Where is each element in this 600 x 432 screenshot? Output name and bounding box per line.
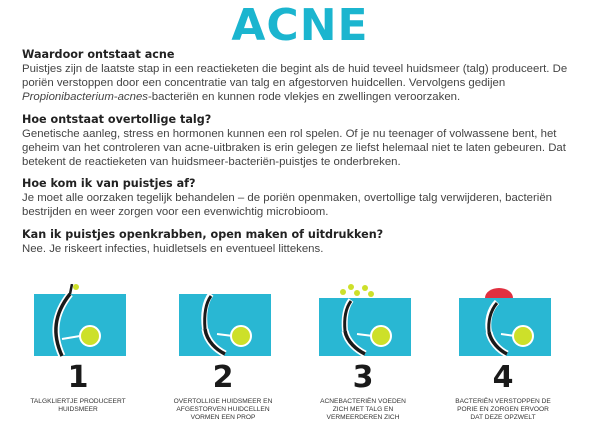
inflamed-pimple-icon [457, 284, 557, 359]
stage-4 [447, 284, 577, 432]
stage-caption [12, 398, 144, 414]
section-causes [22, 48, 587, 105]
answer-text-end: -bacteriën en kunnen rode vlekjes en zwellingen veroorzaken. [148, 91, 461, 104]
section-question: Hoe ontstaat overtollige talg? [22, 112, 212, 126]
section-get-rid [22, 177, 587, 219]
caption-line: DAT DEZE OPZWELT [470, 414, 536, 421]
section-question: Kan ik puistjes openkrabben, open maken of uitdrukken? [22, 227, 384, 241]
caption-line: TALGKLIERTJE PRODUCEERT [30, 398, 126, 405]
section-excess-sebum [22, 113, 587, 170]
answer-text: Puistjes zijn de laatste stap in een reactieketen die begint als de huid teveel huidsmeer (talg) produceert. De poriën verstoppen door een concentratie van talg en afgestorven huidcellen. Vervolgens gedijen [22, 63, 568, 90]
page-title: ACNE [231, 0, 369, 51]
caption-line: VORMEN EEN PROP [190, 414, 256, 421]
stage-number: 3 [352, 360, 374, 395]
stage-caption [437, 398, 569, 422]
bacteria-icon [317, 284, 417, 359]
stage-caption [157, 398, 289, 422]
stage-1 [22, 284, 152, 432]
caption-line: OVERTOLLIGE HUIDSMEER EN [173, 398, 273, 405]
article-body [22, 48, 587, 264]
stage-3 [307, 284, 437, 432]
stage-number: 1 [67, 360, 89, 395]
stage-number: 4 [492, 360, 514, 395]
caption-line: ACNEBACTERIËN VOEDEN [320, 398, 406, 405]
section-answer: Genetische aanleg, stress en hormonen kunnen een rol spelen. Of je nu teenager of volwassene bent, het geheim van het controleren van acne-uitbraken is erin gelegen ze liefst helemaal niet te laten gebeuren. Dat betekent de reactieketen van huidsmeer-bacteriën-puistjes te onderbreken. [22, 127, 566, 169]
section-answer: Nee. Je riskeert infecties, huidletsels en eventueel littekens. [22, 242, 324, 255]
stage-number: 2 [212, 360, 234, 395]
caption-line: VERMEERDEREN ZICH [326, 414, 400, 421]
section-question: Waardoor ontstaat acne [22, 48, 175, 61]
clogged-pore-icon [177, 284, 277, 359]
acne-stages [22, 284, 582, 432]
caption-line: ZICH MET TALG EN [332, 406, 394, 413]
section-answer: Je moet alle oorzaken tegelijk behandelen – de poriën openmaken, overtollige talg verwijderen, bacteriën bestrijden en weer zorgen voor een evenwichtig microbioom. [22, 192, 552, 219]
caption-line: BACTERIËN VERSTOPPEN DE [455, 398, 551, 405]
caption-line: HUIDSMEER [58, 406, 98, 413]
section-squeeze [22, 228, 587, 256]
section-answer [22, 62, 587, 105]
stage-caption [297, 398, 429, 422]
sebaceous-gland-icon [32, 284, 132, 359]
caption-line: AFGESTORVEN HUIDCELLEN [176, 406, 270, 413]
stage-2 [167, 284, 297, 432]
section-question: Hoe kom ik van puistjes af? [22, 177, 196, 191]
answer-italic-text: Propionibacterium-acnes [22, 91, 148, 104]
caption-line: PORIE EN ZORGEN ERVOOR [457, 406, 549, 413]
